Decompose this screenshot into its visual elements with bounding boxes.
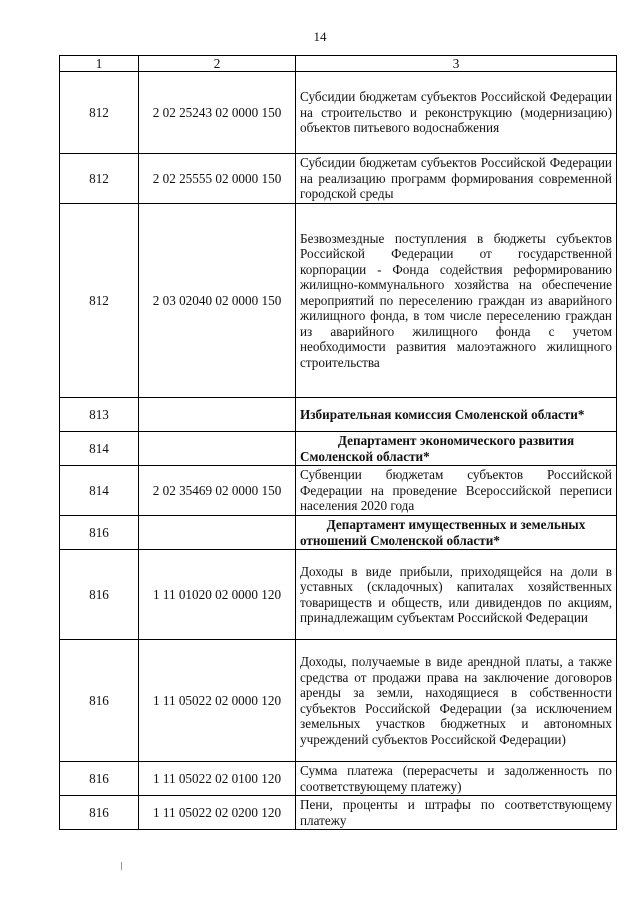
section-heading-cell: Избирательная комиссия Смоленской области* bbox=[296, 398, 617, 432]
header-cell: 2 bbox=[139, 56, 296, 72]
description-cell: Безвозмездные поступления в бюджеты субъектов Российской Федерации от государственной корпорации - Фонда содействия реформированию жилищно-коммунального хозяйства на обеспечение мероприятий по переселению граждан из аварийного жилищного фонда, в том числе переселению граждан из аварийного жилищного фонда с учетом необходимости развития малоэтажного жилищного строительства bbox=[296, 204, 617, 398]
kbk-cell: 1 11 05022 02 0000 120 bbox=[139, 640, 296, 762]
table-row bbox=[60, 204, 617, 398]
description-cell: Доходы, получаемые в виде арендной платы, а также средства от продажи права на заключение договоров аренды за земли, находящиеся в собственности субъектов Российской Федерации (за исключением земельных участков бюджетных и автономных учреждений субъектов Российской Федерации) bbox=[296, 640, 617, 762]
kbk-cell: 1 11 05022 02 0200 120 bbox=[139, 796, 296, 830]
kbk-cell bbox=[139, 432, 296, 466]
kbk-cell: 2 02 25555 02 0000 150 bbox=[139, 154, 296, 204]
page-number: 14 bbox=[313, 29, 327, 44]
code-cell: 813 bbox=[60, 398, 139, 432]
code-cell: 814 bbox=[60, 432, 139, 466]
code-cell: 812 bbox=[60, 154, 139, 204]
table-header-row bbox=[60, 56, 617, 72]
description-cell: Субвенции бюджетам субъектов Российской Федерации на проведение Всероссийской переписи населения 2020 года bbox=[296, 466, 617, 516]
table-row bbox=[60, 516, 617, 550]
kbk-cell: 2 03 02040 02 0000 150 bbox=[139, 204, 296, 398]
table-row bbox=[60, 796, 617, 830]
description-cell: Сумма платежа (перерасчеты и задолженность по соответствующему платежу) bbox=[296, 762, 617, 796]
table-row bbox=[60, 466, 617, 516]
code-cell: 816 bbox=[60, 796, 139, 830]
revenue-codes-table bbox=[59, 55, 617, 830]
header-cell: 1 bbox=[60, 56, 139, 72]
kbk-cell: 1 11 05022 02 0100 120 bbox=[139, 762, 296, 796]
section-heading-cell: Департамент имущественных и земельных отношений Смоленской области* bbox=[296, 516, 617, 550]
code-cell: 814 bbox=[60, 466, 139, 516]
kbk-cell bbox=[139, 516, 296, 550]
code-cell: 816 bbox=[60, 516, 139, 550]
section-heading-cell: Департамент экономического развития Смоленской области* bbox=[296, 432, 617, 466]
code-cell: 812 bbox=[60, 204, 139, 398]
description-cell: Доходы в виде прибыли, приходящейся на доли в уставных (складочных) капиталах хозяйственных товариществ и обществ, или дивидендов по акциям, принадлежащим субъектам Российской Федерации bbox=[296, 550, 617, 640]
table-row bbox=[60, 154, 617, 204]
code-cell: 816 bbox=[60, 762, 139, 796]
table-row bbox=[60, 398, 617, 432]
table-row bbox=[60, 762, 617, 796]
code-cell: 816 bbox=[60, 640, 139, 762]
description-cell: Субсидии бюджетам субъектов Российской Федерации на реализацию программ формирования современной городской среды bbox=[296, 154, 617, 204]
header-cell: 3 bbox=[296, 56, 617, 72]
code-cell: 812 bbox=[60, 72, 139, 154]
description-cell: Субсидии бюджетам субъектов Российской Федерации на строительство и реконструкцию (модернизацию) объектов питьевого водоснабжения bbox=[296, 72, 617, 154]
scan-mark bbox=[121, 862, 122, 870]
table-row bbox=[60, 550, 617, 640]
table-row bbox=[60, 432, 617, 466]
table-row bbox=[60, 72, 617, 154]
kbk-cell: 2 02 35469 02 0000 150 bbox=[139, 466, 296, 516]
kbk-cell: 1 11 01020 02 0000 120 bbox=[139, 550, 296, 640]
kbk-cell: 2 02 25243 02 0000 150 bbox=[139, 72, 296, 154]
code-cell: 816 bbox=[60, 550, 139, 640]
kbk-cell bbox=[139, 398, 296, 432]
table-row bbox=[60, 640, 617, 762]
description-cell: Пени, проценты и штрафы по соответствующему платежу bbox=[296, 796, 617, 830]
